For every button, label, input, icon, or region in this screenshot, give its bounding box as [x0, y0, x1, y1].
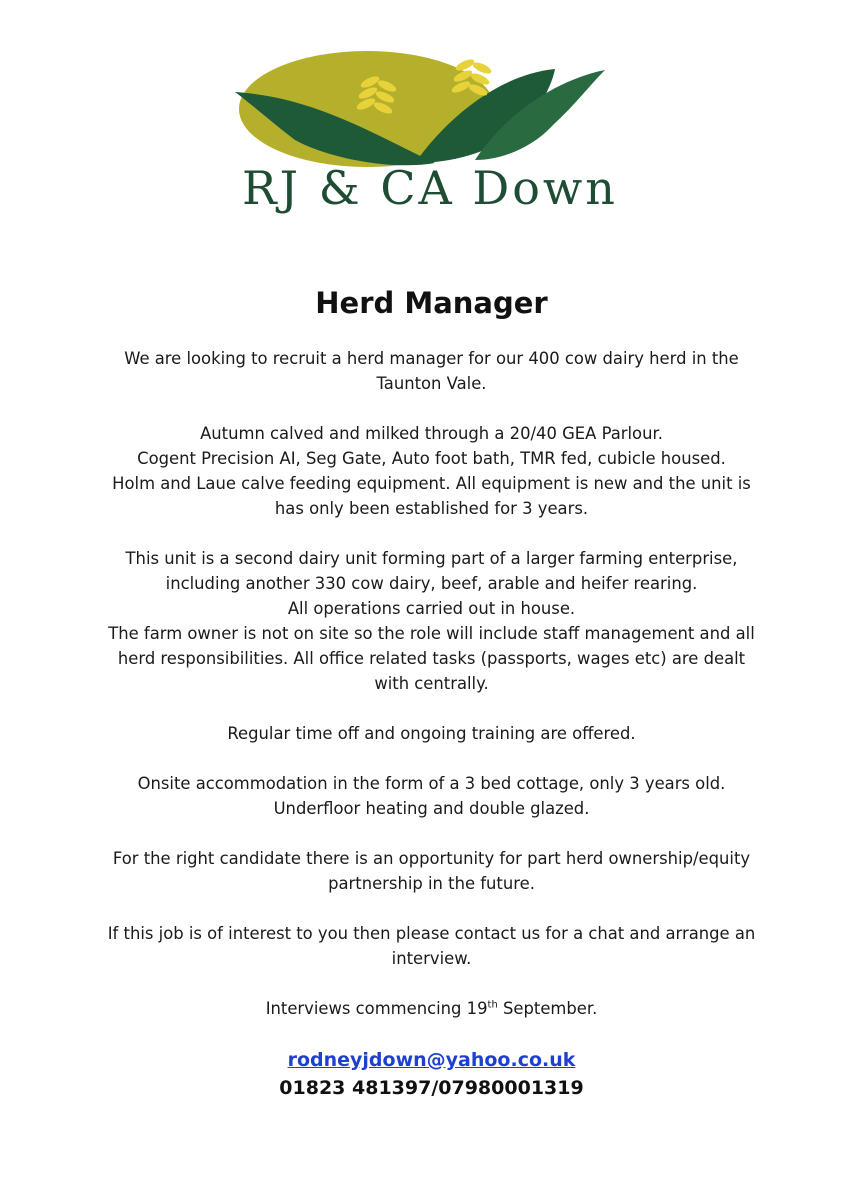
paragraph-line: including another 330 cow dairy, beef, arable and heifer rearing. [165, 574, 698, 593]
paragraph-line: Autumn calved and milked through a 20/40 GEA Parlour. [200, 424, 663, 443]
paragraph-line: Taunton Vale. [376, 374, 487, 393]
paragraph-line: This unit is a second dairy unit forming part of a larger farming enterprise, [125, 549, 738, 568]
advert-paragraph [90, 921, 773, 971]
paragraph-line: herd responsibilities. All office related tasks (passports, wages etc) are dealt [117, 649, 746, 668]
interviews-suffix: September. [497, 999, 598, 1018]
paragraph-line: Onsite accommodation in the form of a 3 bed cottage, only 3 years old. [137, 774, 726, 793]
advert-paragraph [90, 721, 773, 746]
contact-block [90, 1046, 773, 1102]
paragraph-line: with centrally. [374, 674, 489, 693]
paragraph-line: Underfloor heating and double glazed. [273, 799, 590, 818]
email-link[interactable]: rodneyjdown@yahoo.co.uk [287, 1049, 576, 1071]
interviews-note [90, 996, 773, 1021]
paragraph-line: interview. [391, 949, 472, 968]
company-logo [175, 45, 685, 220]
paragraph-line: partnership in the future. [328, 874, 535, 893]
paragraph-line: We are looking to recruit a herd manager for our 400 cow dairy herd in the [124, 349, 739, 368]
paragraph-line: Cogent Precision AI, Seg Gate, Auto foot bath, TMR fed, cubicle housed. [137, 449, 726, 468]
advert-paragraph [90, 771, 773, 821]
paragraph-line: For the right candidate there is an opportunity for part herd ownership/equity [112, 849, 751, 868]
advert-paragraph [90, 346, 773, 396]
paragraph-line: The farm owner is not on site so the role will include staff management and all [108, 624, 755, 643]
paragraph-line: Regular time off and ongoing training are offered. [227, 724, 636, 743]
logo-company-name: RJ & CA Down [242, 161, 618, 215]
paragraph-line: Holm and Laue calve feeding equipment. All equipment is new and the unit is [112, 474, 751, 493]
advert-paragraph [90, 421, 773, 521]
advert-content [90, 283, 773, 1102]
paragraph-line: has only been established for 3 years. [274, 499, 589, 518]
interviews-prefix: Interviews commencing 19 [265, 999, 488, 1018]
paragraph-line: If this job is of interest to you then please contact us for a chat and arrange an [107, 924, 756, 943]
advert-body [90, 346, 773, 971]
advert-paragraph [90, 846, 773, 896]
phone-number: 01823 481397/07980001319 [279, 1077, 584, 1099]
advert-paragraph [90, 546, 773, 696]
page-title: Herd Manager [315, 286, 548, 320]
interviews-superscript: th [487, 999, 498, 1011]
paragraph-line: All operations carried out in house. [287, 599, 576, 618]
